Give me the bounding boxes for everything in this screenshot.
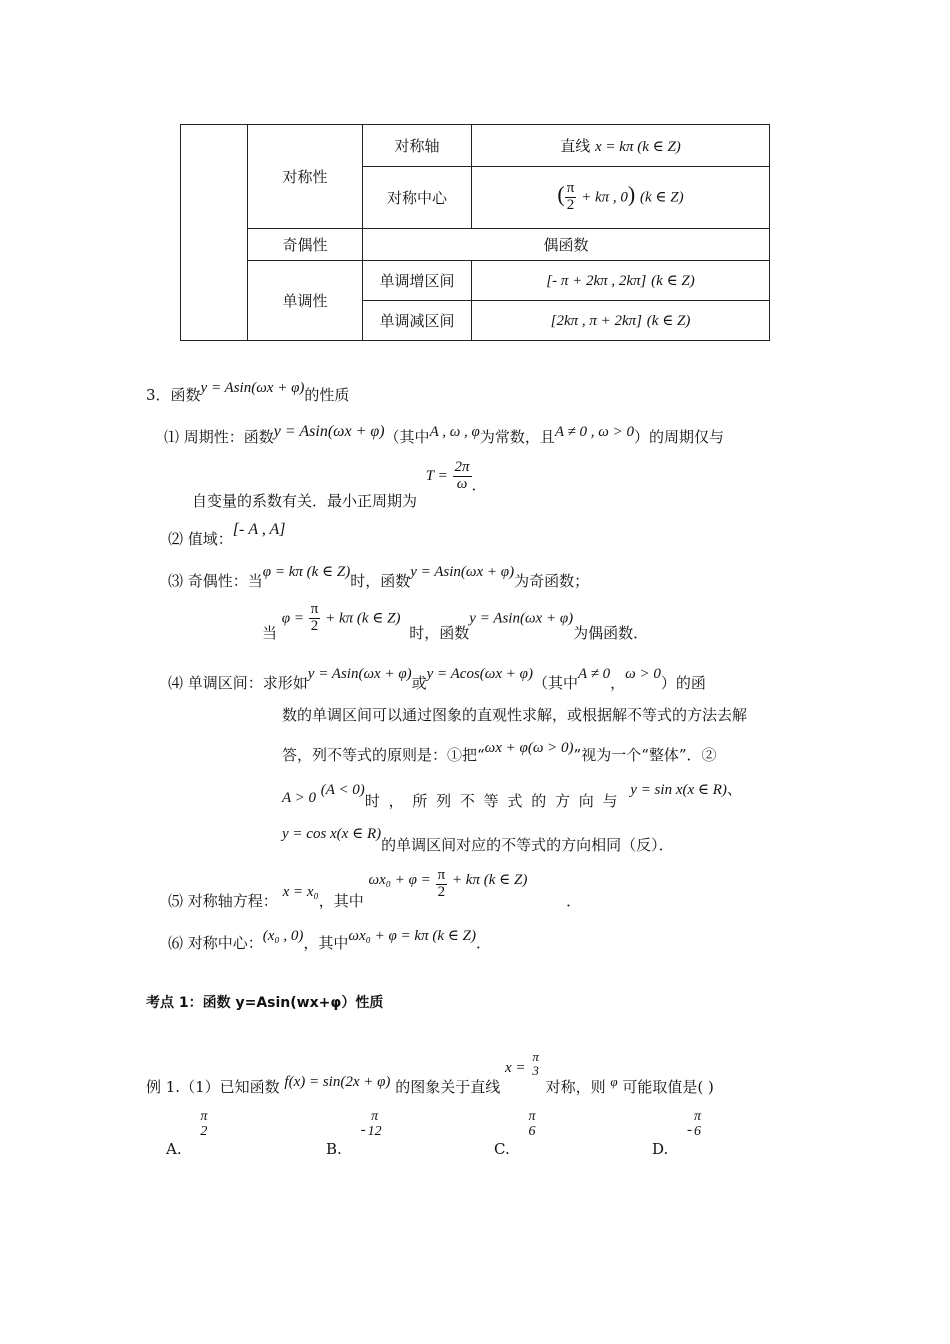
cell-inc-label: 单调增区间 (363, 261, 472, 301)
dec-expr: [2kπ , π + 2kπ] (550, 313, 643, 329)
dec-k: (k ∈ Z) (646, 313, 691, 329)
kaodian-heading: 考点 1：函数 y=Asin(wx+φ）性质 (146, 995, 384, 1011)
example-1: 例 1.（1）已知函数 f(x) = sin(2x + φ) 的图象关于直线 x = π 3 对称，则 φ 可能取值是( ) (146, 1049, 714, 1096)
p1-line2: 自变量的系数有关．最小正周期为 T = $\frac{2\pi}{\omega}$ ． (192, 459, 487, 511)
section3-title: 3．函数y = Asin(ωx + φ)的性质 (146, 380, 350, 404)
inc-expr: [- π + 2kπ , 2kπ] (546, 273, 647, 289)
cell-symmetry-axis-label: 对称轴 (363, 125, 472, 167)
p3-line2: 当 φ = $\frac{\pi}{2}$ + kπ (k ∈ Z) 时，函数y = Asin(ωx + φ)为偶函数． (262, 601, 649, 643)
example-x-fraction: π 3 (532, 1049, 539, 1078)
center-fraction: $\frac{\pi}{2}$ (566, 180, 575, 213)
properties-table (180, 124, 770, 341)
p4-line2: 数的单调区间可以通过图象的直观性求解，或根据解不等式的方法去解 (282, 706, 748, 724)
cell-parity-value: 偶函数 (363, 229, 770, 261)
center-rest: + kπ , 0 (581, 189, 628, 206)
cell-symmetry-center-label: 对称中心 (363, 167, 472, 229)
cell-symmetry-center-value: ( $\frac{\pi}{2}$ + kπ , 0) (k ∈ Z) (472, 167, 770, 229)
cell-dec-label: 单调减区间 (363, 301, 472, 341)
p3-fraction: $\frac{\pi}{2}$ (310, 601, 319, 634)
p6-line: ⑹ 对称中心：(x₀ , 0)，其中ωx₀ + φ = kπ (k ∈ Z)． (168, 928, 491, 952)
center-k: (k ∈ Z) (640, 189, 684, 206)
p2-line: ⑵ 值域：[- A , A] (168, 521, 286, 548)
inc-k: (k ∈ Z) (651, 273, 695, 289)
axis-expr: x = kπ (k ∈ Z) (595, 139, 681, 155)
p1-line1: ⑴ 周期性：函数y = Asin(ωx + φ)（其中A , ω , φ为常数，且A ≠ 0 , ω > 0）的周期仅与 (164, 423, 724, 446)
cell-symmetry: 对称性 (248, 125, 363, 229)
axis-prefix: 直线 (560, 137, 591, 155)
cell-inc-value (472, 261, 770, 301)
option-a[interactable]: A. π 2 (166, 1109, 208, 1158)
p4-line1: ⑷ 单调区间：求形如y = Asin(ωx + φ)或y = Acos(ωx + φ)（其中A ≠ 0，ω > 0）的函 (168, 666, 706, 692)
p4-line4: A > 0 (A < 0)时 ， 所 列 不 等 式 的 方 向 与 y = sin x(x ∈ R)、 (282, 780, 742, 810)
cell-dec-value (472, 301, 770, 341)
p5-line: ⑸ 对称轴方程： x = x₀，其中 ωx₀ + φ = $\frac{\pi}{2}$ + kπ (k ∈ Z) ． (168, 867, 582, 910)
p4-line5: y = cos x(x ∈ R)的单调区间对应的不等式的方向相同（反）． (282, 826, 674, 854)
p5-fraction: $\frac{\pi}{2}$ (437, 867, 446, 900)
option-d[interactable]: D. - π 6 (652, 1109, 702, 1158)
cell-monotonic: 单调性 (248, 261, 363, 341)
p3-line1: ⑶ 奇偶性：当φ = kπ (k ∈ Z)时，函数y = Asin(ωx + φ)为奇函数； (168, 564, 590, 590)
option-c[interactable]: C. π 6 (494, 1109, 536, 1158)
cell-symmetry-axis-value (472, 125, 770, 167)
cell-parity: 奇偶性 (248, 229, 363, 261)
option-b[interactable]: B. - π 12 (326, 1109, 382, 1158)
period-fraction: $\frac{2\pi}{\omega}$ (454, 459, 470, 492)
table-blank-cell (181, 125, 248, 341)
p4-line3: 答，列不等式的原则是：①把“ωx + φ(ω > 0)”视为一个“整体”．② (282, 740, 717, 764)
